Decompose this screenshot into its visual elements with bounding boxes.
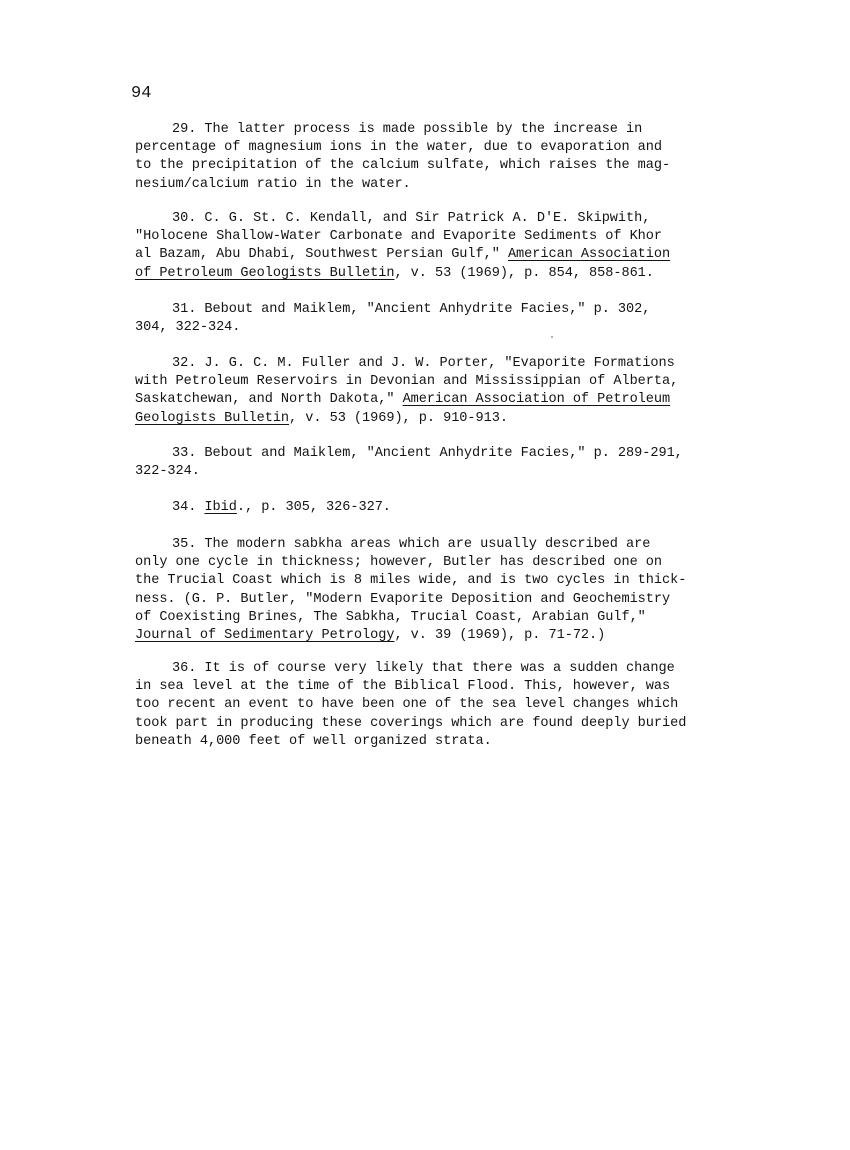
underlined-title: American Association	[507, 247, 671, 263]
note-line	[135, 733, 715, 751]
note-text: beneath 4,000 feet of well organized strata.	[135, 733, 492, 749]
underlined-title: Journal of Sedimentary Petrology	[135, 628, 395, 644]
note-line	[135, 715, 715, 733]
note-text: 31. Bebout and Maiklem, "Ancient Anhydrite Facies," p. 302,	[172, 302, 651, 317]
note-line	[135, 355, 715, 373]
note-line	[135, 572, 715, 590]
note-text: 304, 322-324.	[135, 320, 241, 336]
note-line	[135, 499, 715, 517]
note-line	[135, 391, 715, 409]
note-text: , v. 53 (1969), p. 910-913.	[289, 410, 508, 426]
note-line	[135, 246, 715, 264]
note-text: percentage of magnesium ions in the water, due to evaporation and	[135, 140, 662, 156]
note-34	[135, 499, 715, 517]
note-text: 32. J. G. C. M. Fuller and J. W. Porter, "Evaporite Formations	[172, 356, 675, 371]
underlined-title: Ibid	[204, 500, 237, 515]
note-text: 35. The modern sabkha areas which are usually described are	[172, 537, 651, 552]
note-line	[135, 228, 715, 246]
note-line	[135, 210, 715, 228]
note-text: took part in producing these coverings which are found deeply buried	[135, 715, 687, 731]
note-text: ness. (G. P. Butler, "Modern Evaporite Deposition and Geochemistry	[135, 591, 671, 607]
note-text: , v. 39 (1969), p. 71-72.)	[394, 628, 606, 644]
note-line	[135, 176, 715, 194]
stray-mark	[551, 336, 553, 338]
note-line	[135, 627, 715, 645]
note-line	[135, 445, 715, 463]
underlined-title: of Petroleum Geologists Bulletin	[135, 265, 395, 281]
note-line	[135, 463, 715, 481]
note-text: 34.	[172, 500, 205, 515]
note-text: "Holocene Shallow-Water Carbonate and Evaporite Sediments of Khor	[135, 229, 662, 245]
note-line	[135, 121, 715, 139]
note-36	[135, 660, 715, 751]
note-text: al Bazam, Abu Dhabi, Southwest Persian Gulf,"	[135, 247, 508, 263]
note-text: in sea level at the time of the Biblical Flood. This, however, was	[135, 679, 671, 695]
note-30	[135, 210, 715, 283]
note-text: 36. It is of course very likely that there was a sudden change	[172, 661, 675, 676]
note-33	[135, 445, 715, 481]
note-line	[135, 554, 715, 572]
note-text: 30. C. G. St. C. Kendall, and Sir Patrick A. D'E. Skipwith,	[172, 211, 651, 226]
note-text: 322-324.	[135, 464, 200, 480]
note-line	[135, 678, 715, 696]
note-text: only one cycle in thickness; however, Butler has described one on	[135, 555, 662, 571]
note-line	[135, 373, 715, 391]
note-text: 33. Bebout and Maiklem, "Ancient Anhydrite Facies," p. 289-291,	[172, 446, 683, 461]
note-text: Saskatchewan, and North Dakota,"	[135, 392, 403, 408]
note-text: too recent an event to have been one of the sea level changes which	[135, 697, 679, 713]
note-line	[135, 301, 715, 319]
note-line	[135, 609, 715, 627]
underlined-title: American Association of Petroleum	[402, 392, 671, 408]
note-line	[135, 319, 715, 337]
note-31	[135, 301, 715, 337]
note-line	[135, 265, 715, 283]
underlined-title: Geologists Bulletin	[135, 410, 290, 426]
note-text: to the precipitation of the calcium sulfate, which raises the mag-	[135, 158, 671, 174]
note-text: the Trucial Coast which is 8 miles wide, and is two cycles in thick-	[135, 573, 687, 589]
note-32	[135, 355, 715, 428]
note-line	[135, 591, 715, 609]
note-text: , v. 53 (1969), p. 854, 858-861.	[394, 265, 654, 281]
note-line	[135, 660, 715, 678]
note-35	[135, 536, 715, 645]
note-text: 29. The latter process is made possible by the increase in	[172, 122, 643, 137]
note-line	[135, 157, 715, 175]
note-line	[135, 536, 715, 554]
note-text: of Coexisting Brines, The Sabkha, Trucial Coast, Arabian Gulf,"	[135, 609, 646, 625]
note-text: ., p. 305, 326-327.	[236, 500, 391, 515]
note-text: nesium/calcium ratio in the water.	[135, 176, 411, 192]
page-number: 94	[131, 84, 152, 103]
note-line	[135, 696, 715, 714]
note-line	[135, 410, 715, 428]
note-29	[135, 121, 715, 194]
note-text: with Petroleum Reservoirs in Devonian and Mississippian of Alberta,	[135, 374, 679, 390]
note-line	[135, 139, 715, 157]
